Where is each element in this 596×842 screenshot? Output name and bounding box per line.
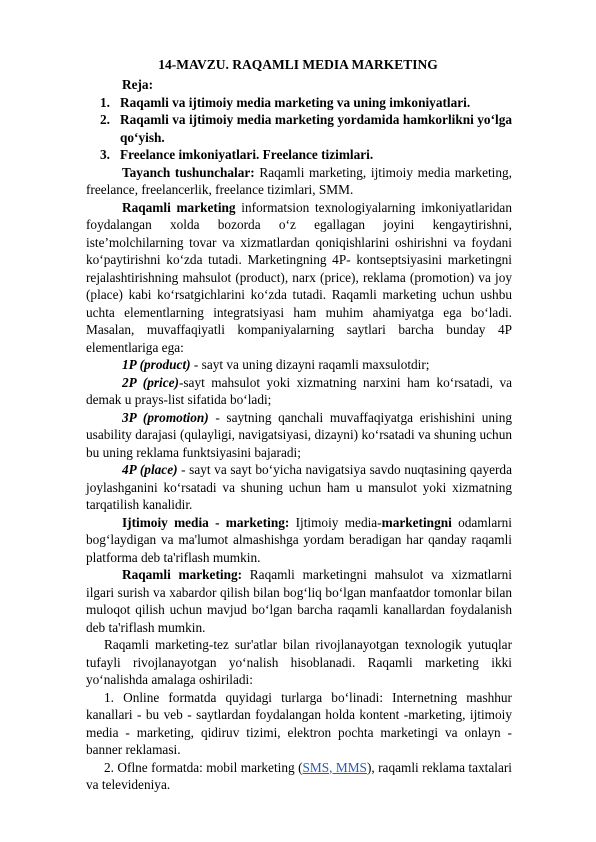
- social-media-text-b: odamlarni bog‘laydigan va ma'lumot almashishga yordam beradigan har qanday raqamli platforma deb ta'riflash mumkin.: [86, 514, 512, 565]
- p4-text: - sayt va sayt bo‘yicha navigatsiya savdo nuqtasining qayerda joylashganini ko‘rsatadi va shuning uchun ham u mansulot yoki xizmatning tarqatilish kanalidir.: [86, 462, 512, 512]
- plan-item-number: 2.: [100, 112, 110, 127]
- plan-item-text: Raqamli va ijtimoiy media marketing yordamida hamkorlikni yo‘lga qo‘yish.: [120, 112, 512, 145]
- digital-marketing-definition-paragraph: [86, 566, 512, 636]
- online-format-text: Online formatda quyidagi turlarga bo‘linadi: Internetning mashhur kanallari - bu veb - saytlardan foydalangan holda kontent -marketing, ijtimoiy media - marketing, qidiruv tizimi, elektron pochta marketingi va onlayn -banner reklamasi.: [86, 689, 512, 757]
- sms-mms-link[interactable]: SMS, MMS: [302, 759, 367, 775]
- digital-marketing-definition-text: Raqamli marketingni mahsulot va xizmatlarni ilgari surish va xabardor qilish bilan bog‘liq bo‘lgan manfaatdor tomonlar bilan muloqot qilish uchun mavjud bo‘lgan barcha raqamli kanallardan foydalanish deb ta'riflash mumkin.: [86, 567, 512, 635]
- p3-paragraph: [86, 409, 512, 462]
- p1-paragraph: [86, 356, 512, 374]
- plan-item-number: 3.: [100, 147, 110, 162]
- p2-text: -sayt mahsulot yoki xizmatning narxini ham ko‘rsatadi, va demak u prays-list sifatida bo‘ladi;: [86, 374, 513, 407]
- plan-item: [86, 146, 512, 164]
- p3-text: - saytning qanchali muvaffaqiyatga erishishini uning usability darajasi (qulayligi, navigatsiyasi, dizayni) ko‘rsatadi va shuning uchun bu uning reklama funktsiyasini bajaradi;: [86, 409, 513, 460]
- offline-format-text-a: Oflne formatda: mobil marketing (: [113, 759, 303, 775]
- plan-item: [86, 94, 512, 112]
- social-media-term: Ijtimoiy media - marketing:: [122, 514, 290, 530]
- plan-item-number: 1.: [100, 94, 110, 110]
- offline-format-text-b: ), raqamli reklama taxtalari va televideniya.: [86, 759, 512, 792]
- offline-format-item: [86, 759, 512, 794]
- social-media-paragraph: [86, 514, 512, 567]
- p2-label: 2P (price): [122, 374, 179, 390]
- p4-paragraph: [86, 461, 512, 514]
- social-media-bold-word: marketingni: [381, 514, 452, 530]
- p2-paragraph: [86, 374, 512, 409]
- digital-marketing-term: Raqamli marketing: [122, 199, 236, 215]
- online-format-number: 1.: [104, 689, 114, 705]
- key-concepts-paragraph: [86, 164, 512, 199]
- p3-label: 3P (promotion): [122, 409, 209, 425]
- p4-label: 4P (place): [122, 462, 178, 477]
- key-concepts-label: Tayanch tushunchalar:: [122, 164, 255, 180]
- offline-format-number: 2.: [104, 759, 114, 775]
- digital-marketing-text: informatsion texnologiyalarning imkoniyatlaridan foydalangan xolda bozorda o‘z egallagan joyini kengaytirishni, iste’molchilarning tovar va xizmatlardan qoniqishlarini oshirishni va foydani ko‘paytirishni ko‘zda tutadi. Marketingning 4P- kontseptsiyasini marketingni rejalashtirishning mahsulot (product), narx (price), reklama (promotion) va joy (place) kabi ko‘rsatgichlarini ko‘zda tutadi. Raqamli marketing uchun ushbu uchta elementlarning integratsiyasi ham muhim ahamiyatga ega bo‘ladi. Masalan, muvaffaqiyatli kompaniyalarning saytlari barcha bunday 4P elementlariga ega:: [86, 199, 512, 355]
- p1-label: 1P (product): [122, 357, 191, 372]
- online-format-item: [86, 689, 512, 759]
- social-media-text-a: Ijtimoiy media-: [289, 514, 382, 530]
- page-title: 14-MAVZU. RAQAMLI MEDIA MARKETING: [158, 57, 438, 72]
- key-concepts-text: Raqamli marketing, ijtimoiy media marketing, freelance, freelancerlik, freelance tizimlari, SMM.: [86, 164, 512, 197]
- plan-item-text: Freelance imkoniyatlari. Freelance tizimlari.: [120, 147, 374, 162]
- p1-text: - sayt va uning dizayni raqamli maxsulotdir;: [190, 357, 430, 372]
- plan-heading: Reja:: [122, 77, 154, 92]
- fast-growth-paragraph: Raqamli marketing-tez sur'atlar bilan rivojlanayotgan texnologik yutuqlar tufayli rivojlanayotgan yo‘nalish hisoblanadi. Raqamli marketing ikki yo‘nalishda amalaga oshiriladi:: [86, 637, 512, 687]
- plan-item: [86, 111, 512, 146]
- digital-marketing-definition-term: Raqamli marketing:: [122, 567, 243, 582]
- document-body: [86, 76, 512, 794]
- plan-item-text: Raqamli va ijtimoiy media marketing va uning imkoniyatlari.: [120, 94, 471, 110]
- digital-marketing-paragraph: [86, 199, 512, 357]
- plan-list: [86, 94, 512, 164]
